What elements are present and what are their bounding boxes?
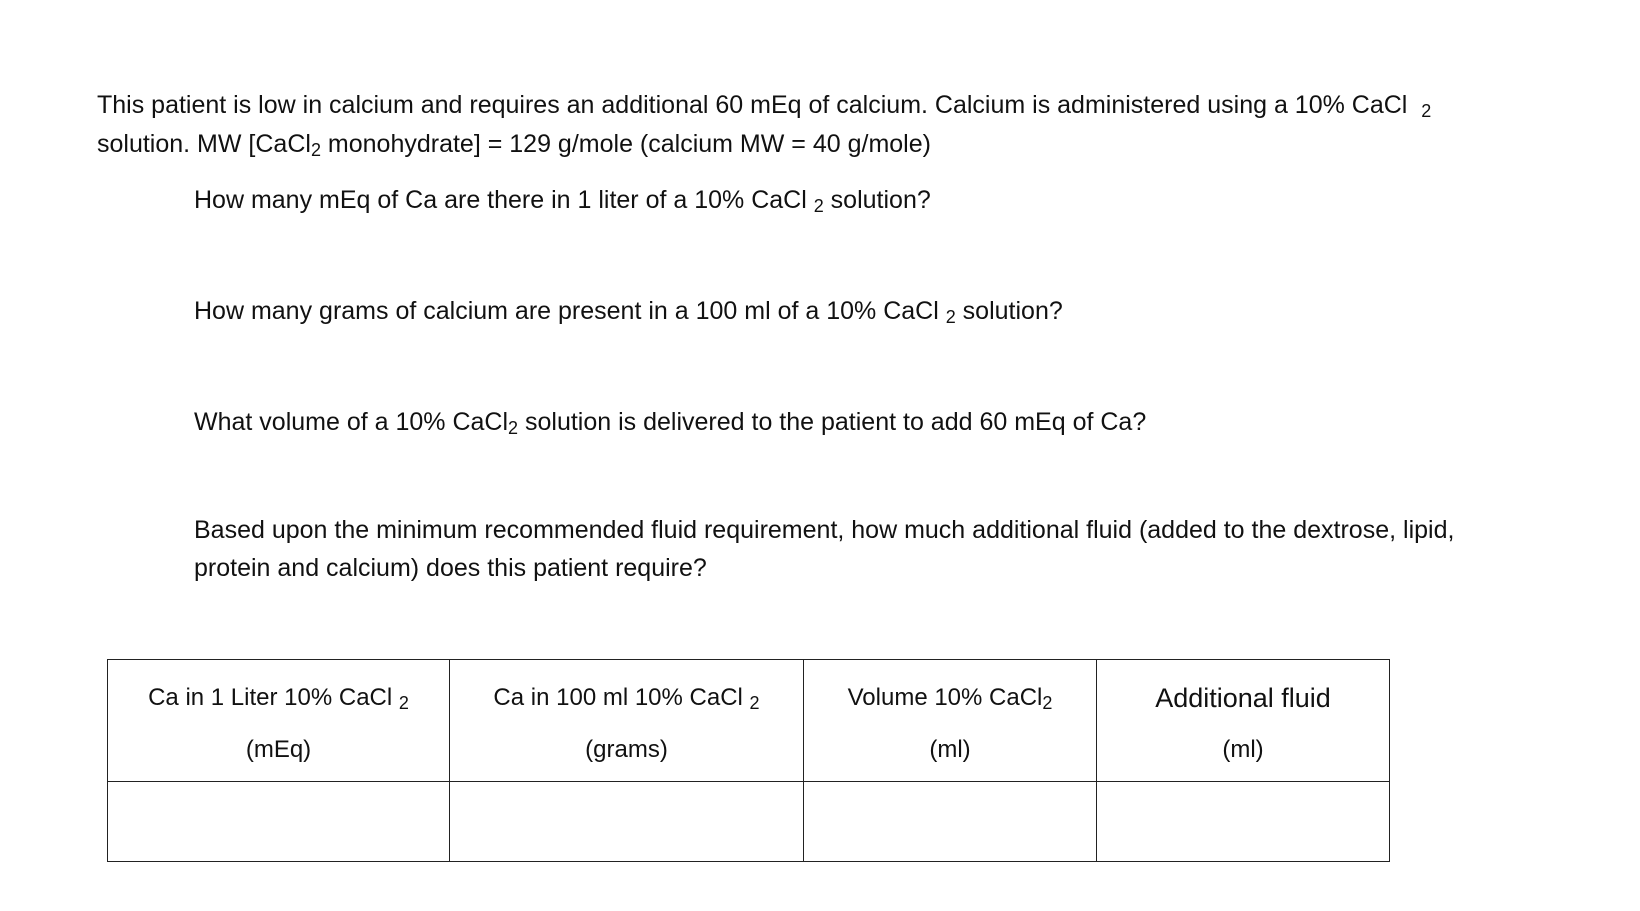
- answer-table: [107, 659, 1390, 862]
- answer-cell-ca-100-ml[interactable]: [450, 782, 804, 862]
- question-text: solution?: [823, 186, 931, 214]
- header-unit: (ml): [929, 736, 971, 763]
- question-text: solution?: [955, 297, 1063, 325]
- header-unit: (grams): [585, 736, 668, 763]
- intro-text: monohydrate] = 129 g/mole (calcium MW = 40 g/mole): [320, 130, 931, 158]
- answer-cell-ca-1-liter[interactable]: [108, 782, 450, 862]
- question-text: solution is delivered to the patient to add 60 mEq of Ca?: [518, 408, 1147, 436]
- intro-text: solution. MW [CaCl: [97, 130, 311, 158]
- question-2: [194, 296, 1063, 326]
- question-4-line-2: protein and calcium) does this patient require?: [194, 554, 707, 582]
- question-4-line-1: Based upon the minimum recommended fluid requirement, how much additional fluid (added to the dextrose, lipid,: [194, 516, 1455, 544]
- subscript: 2: [1042, 693, 1053, 713]
- header-cell-ca-1-liter: [108, 660, 450, 782]
- header-unit: (mEq): [245, 736, 312, 763]
- subscript: 2: [1421, 101, 1432, 121]
- subscript: 2: [398, 693, 409, 713]
- subscript: 2: [749, 693, 760, 713]
- header-title: Additional fluid: [1155, 683, 1331, 713]
- question-3: [194, 407, 1146, 437]
- answer-cell-additional-fluid[interactable]: [1097, 782, 1390, 862]
- question-text: What volume of a 10% CaCl: [194, 408, 509, 436]
- subscript: 2: [813, 196, 824, 216]
- question-text: How many mEq of Ca are there in 1 liter of a 10% CaCl: [194, 186, 814, 214]
- header-title: Ca in 100 ml 10% CaCl $_2$: [493, 684, 760, 713]
- header-unit: (ml): [1222, 736, 1264, 763]
- question-1: [194, 185, 931, 215]
- answer-cell-volume[interactable]: [804, 782, 1097, 862]
- subscript: 2: [310, 140, 321, 160]
- intro-line-1: [97, 90, 1431, 120]
- intro-line-2: [97, 129, 931, 159]
- subscript: 2: [945, 307, 956, 327]
- table-header-row: [108, 660, 1390, 782]
- header-cell-ca-100-ml: [450, 660, 804, 782]
- header-title: Volume 10% CaCl$_2$: [847, 684, 1053, 713]
- table-answer-row: [108, 782, 1390, 862]
- header-cell-volume: [804, 660, 1097, 782]
- intro-text: This patient is low in calcium and requires an additional 60 mEq of calcium. Calcium is administered using a 10% CaCl: [97, 91, 1408, 119]
- header-cell-additional-fluid: [1097, 660, 1390, 782]
- header-title: Ca in 1 Liter 10% CaCl $_2$: [148, 684, 409, 713]
- subscript: 2: [508, 418, 519, 438]
- question-text: How many grams of calcium are present in a 100 ml of a 10% CaCl: [194, 297, 946, 325]
